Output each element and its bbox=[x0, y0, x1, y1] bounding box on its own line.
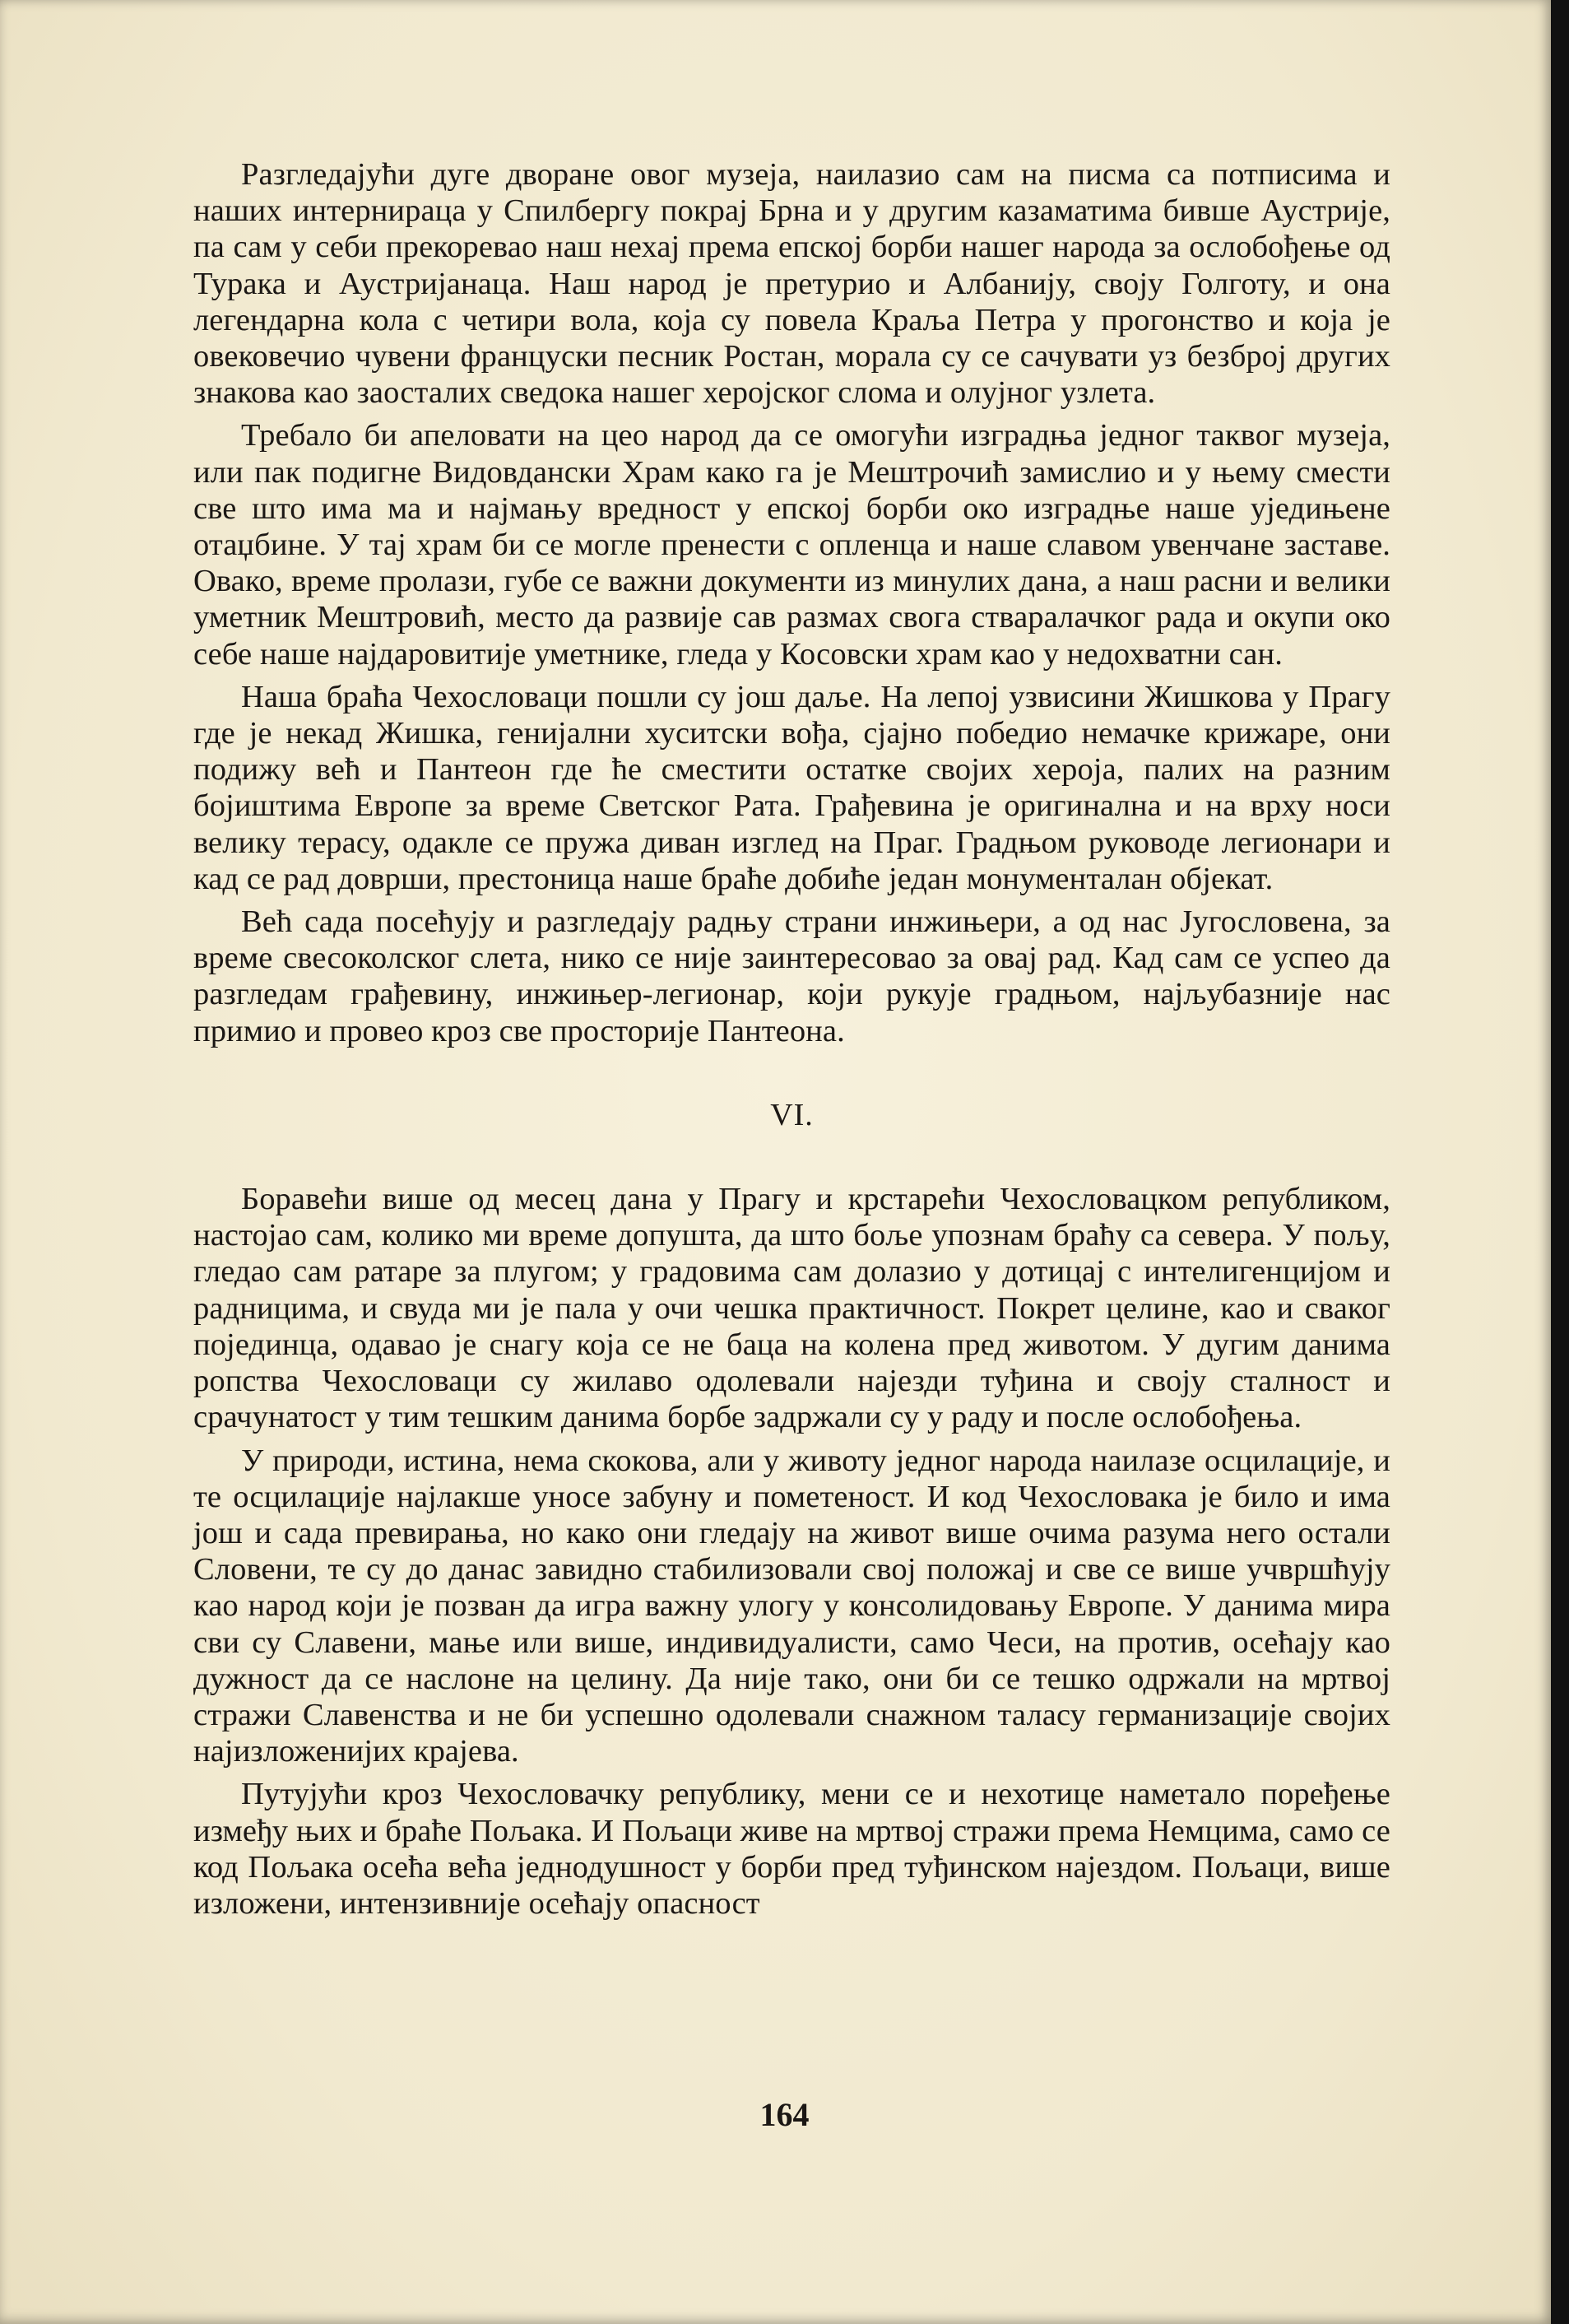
paragraph-engineers-visit: Већ сада посећују и разгледају радњу страни инжињери, а од нас Југословена, за време свесоколског слета, нико се није заинтересовао за овај рад. Кад сам се успео да разгледам грађевину, инжињер-легионар, који рукује градњом, најљубазније нас примио и провео кроз све просторије Пантеона. bbox=[193, 904, 1390, 1048]
text-column bbox=[193, 156, 1390, 1928]
page-number: 164 bbox=[759, 2096, 810, 2133]
paragraph-month-in-prague: Боравећи више од месец дана у Прагу и крстарећи Чехословацком републиком, настојао сам, колико ми време допушта, да што боље упознам браћу са севера. У пољу, гледао сам ратаре за плугом; у градовима сам долазио у дотицај с интелигенцијом и радницима, и свуда ми је пала у очи чешка практичност. Покрет целине, као и сваког појединца, одавао је снагу која се не баца на колена пред животом. У дугим данима ропства Чехословаци су жилаво одолевали најезди туђина и своју сталност и срачунатост у тим тешким данима борбе задржали су у раду и после ослобођења. bbox=[193, 1182, 1390, 1435]
paragraph-vidovdan-temple: Требало би апеловати на цео народ да се омогући изградња једног таквог музеја, или пак подигне Видовдански Храм како га је Мештрочић замислио и у њему смести све што има ма и најмању вредност у епској борби око изградње наше уједињене отаџбине. У тај храм би се могле пренести с опленца и наше славом увенчане заставе. Овако, време пролази, губе се важни документи из минулих дана, а наш расни и велики уметник Мештровић, место да развије сав размах свога стваралачког рада и окупи око себе наше најдаровитије уметнике, гледа у Косовски храм као у недохватни сан. bbox=[193, 418, 1390, 672]
paragraph-oscillations: У природи, истина, нема скокова, али у животу једног народа наилазе осцилације, и те осцилације најлакше уносе забуну и пометеност. И код Чехословака је било и има још и сада превирања, но како они гледају на живот више очима разума него остали Словени, те су до данас завидно стабилизовали свој положај и све се више учвршћују као народ који је позван да игра важну улогу у консолидовању Европе. У данима мира сви су Славени, мање или више, индивидуалисти, само Чеси, на против, осећају као дужност да се наслоне на целину. Да није тако, они би се тешко одржали на мртвој стражи Славенства и не би успешно одолевали снажном таласу германизације својих најизложенијих крајева. bbox=[193, 1443, 1390, 1769]
paragraph-pantheon-zizkov: Наша браћа Чехословаци пошли су још даље. На лепој узвисини Жишкова у Прагу где је некад Жишка, генијални хуситски вођа, сјајно победио немачке крижаре, они подижу већ и Пантеон где ће сместити остатке својих хероја, палих на разним бојиштима Европе за време Светског Рата. Грађевина је оригинална и на врху носи велику терасу, одакле се пружа диван изглед на Праг. Градњом руководе легионари и кад се рад доврши, престоница наше браће добиће један монументалан објекат. bbox=[193, 679, 1390, 896]
page-edge-shadow bbox=[1551, 0, 1569, 2324]
paragraph-museum-letters: Разгледајући дуге дворане овог музеја, наилазио сам на писма са потписима и наших интернираца у Спилбергу покрај Брна и у другим казаматима бивше Аустрије, па сам у себи прекоревао наш нехај према епској борби нашег народа за ослобођење од Турака и Аустријанаца. Наш народ је претурио и Албанију, своју Голготу, и она легендарна кола с четири вола, која су повела Краља Петра у прогонство и која је овековечио чувени француски песник Ростан, морала су се сачувати уз безброј других знакова као заосталих сведока нашег херојског слома и олујног узлета. bbox=[193, 157, 1390, 411]
paragraph-comparison-poles: Путујући кроз Чехословачку републику, мени се и нехотице наметало поређење између њих и браће Пољака. И Пољаци живе на мртвој стражи према Немцима, само се код Пољака осећа већа једнодушност у борби пред туђинском најездом. Пољаци, више изложени, интензивније осећају опасност bbox=[193, 1777, 1390, 1921]
section-heading: VI. bbox=[770, 1097, 814, 1132]
